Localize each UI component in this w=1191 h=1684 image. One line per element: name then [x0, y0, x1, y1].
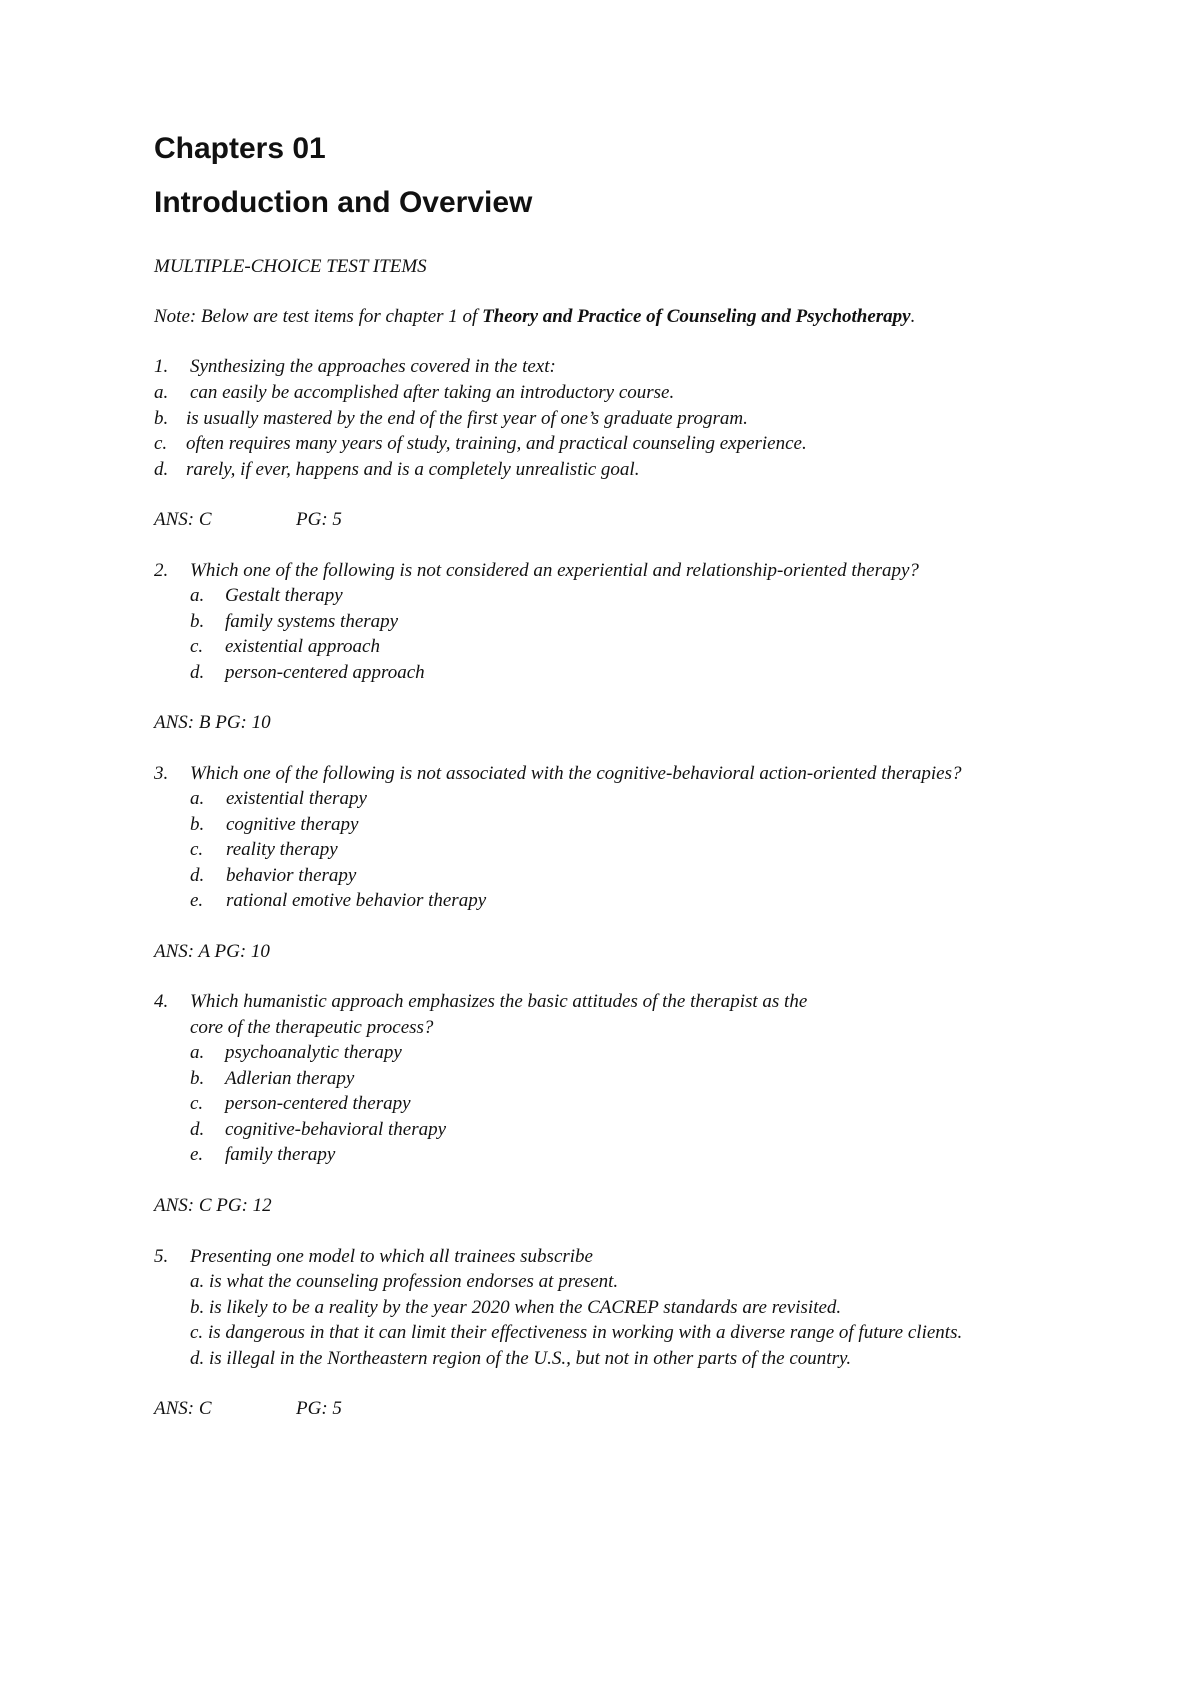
option-letter: b.: [190, 814, 205, 835]
option-text: Adlerian therapy: [225, 1068, 355, 1089]
question-stem: Presenting one model to which all trainees subscribe: [190, 1246, 593, 1267]
option-line: [190, 1322, 962, 1344]
question-stem: Which humanistic approach emphasizes the basic attitudes of the therapist as the: [190, 991, 808, 1012]
option-text: behavior therapy: [226, 865, 357, 886]
option-text: often requires many years of study, training, and practical counseling experience.: [186, 433, 807, 454]
answer-line: ANS: A PG: 10: [154, 941, 270, 962]
option-line: [190, 1348, 851, 1370]
option-letter: d.: [190, 1348, 205, 1369]
option-text: rational emotive behavior therapy: [226, 890, 487, 911]
note-prefix: Note: Below are test items for chapter 1 of: [154, 306, 483, 327]
option-text: existential approach: [225, 636, 380, 657]
option-text: rarely, if ever, happens and is a completely unrealistic goal.: [186, 459, 640, 480]
option-letter: d.: [190, 1119, 205, 1140]
option-text: is dangerous in that it can limit their effectiveness in working with a diverse range of future clients.: [207, 1322, 963, 1343]
option-text: cognitive-behavioral therapy: [225, 1119, 447, 1140]
option-text: existential therapy: [226, 788, 367, 809]
option-text: is illegal in the Northeastern region of the U.S., but not in other parts of the country.: [209, 1348, 852, 1369]
option-text: family systems therapy: [225, 611, 399, 632]
option-text: is what the counseling profession endorses at present.: [209, 1271, 619, 1292]
option-text: person-centered therapy: [225, 1093, 411, 1114]
option-letter: b.: [154, 408, 169, 429]
option-text: is usually mastered by the end of the first year of one’s graduate program.: [186, 408, 748, 429]
answer: ANS: C: [154, 509, 212, 530]
option-letter: e.: [190, 890, 204, 911]
answer: ANS: C: [154, 1398, 212, 1419]
option-letter: a.: [190, 585, 205, 606]
option-text: Gestalt therapy: [225, 585, 343, 606]
answer-line: ANS: B PG: 10: [154, 712, 271, 733]
option-letter: d.: [190, 662, 205, 683]
subheading: MULTIPLE-CHOICE TEST ITEMS: [154, 256, 427, 277]
question-stem: Which one of the following is not considered an experiential and relationship-oriented therapy?: [190, 560, 919, 581]
option-text: is likely to be a reality by the year 2020 when the CACREP standards are revisited.: [209, 1297, 842, 1318]
option-line: [190, 1297, 841, 1319]
option-letter: e.: [190, 1144, 204, 1165]
option-letter: d.: [190, 865, 205, 886]
option-letter: b.: [190, 1297, 205, 1318]
question-number: 3.: [154, 763, 169, 784]
option-line: [190, 1271, 618, 1293]
note: [154, 306, 915, 328]
question-number: 2.: [154, 560, 169, 581]
question-stem: Synthesizing the approaches covered in the text:: [190, 356, 556, 377]
option-letter: a.: [190, 788, 205, 809]
chapter-title: Chapters 01: [154, 132, 326, 165]
option-letter: b.: [190, 1068, 205, 1089]
option-letter: c.: [154, 433, 168, 454]
answer-line: ANS: C PG: 12: [154, 1195, 272, 1216]
question-stem: Which one of the following is not associated with the cognitive-behavioral action-oriented therapies?: [190, 763, 962, 784]
book-title: Theory and Practice of Counseling and Psychotherapy: [482, 306, 911, 327]
question-number: 4.: [154, 991, 169, 1012]
option-letter: c.: [190, 636, 204, 657]
option-text: reality therapy: [226, 839, 338, 860]
option-letter: b.: [190, 611, 205, 632]
page-ref: PG: 5: [296, 1398, 342, 1419]
section-title: Introduction and Overview: [154, 186, 533, 219]
question-stem-continued: core of the therapeutic process?: [190, 1017, 434, 1038]
question-number: 5.: [154, 1246, 169, 1267]
option-letter: c.: [190, 839, 204, 860]
option-text: psychoanalytic therapy: [225, 1042, 402, 1063]
option-text: can easily be accomplished after taking an introductory course.: [190, 382, 675, 403]
option-letter: a.: [190, 1042, 205, 1063]
page-ref: PG: 5: [296, 509, 342, 530]
option-text: family therapy: [225, 1144, 336, 1165]
option-text: cognitive therapy: [226, 814, 359, 835]
option-letter: a.: [190, 1271, 205, 1292]
option-letter: d.: [154, 459, 169, 480]
note-suffix: .: [910, 306, 916, 327]
option-letter: c.: [190, 1093, 204, 1114]
option-text: person-centered approach: [225, 662, 425, 683]
question-number: 1.: [154, 356, 169, 377]
option-letter: a.: [154, 382, 169, 403]
option-letter: c.: [190, 1322, 204, 1343]
